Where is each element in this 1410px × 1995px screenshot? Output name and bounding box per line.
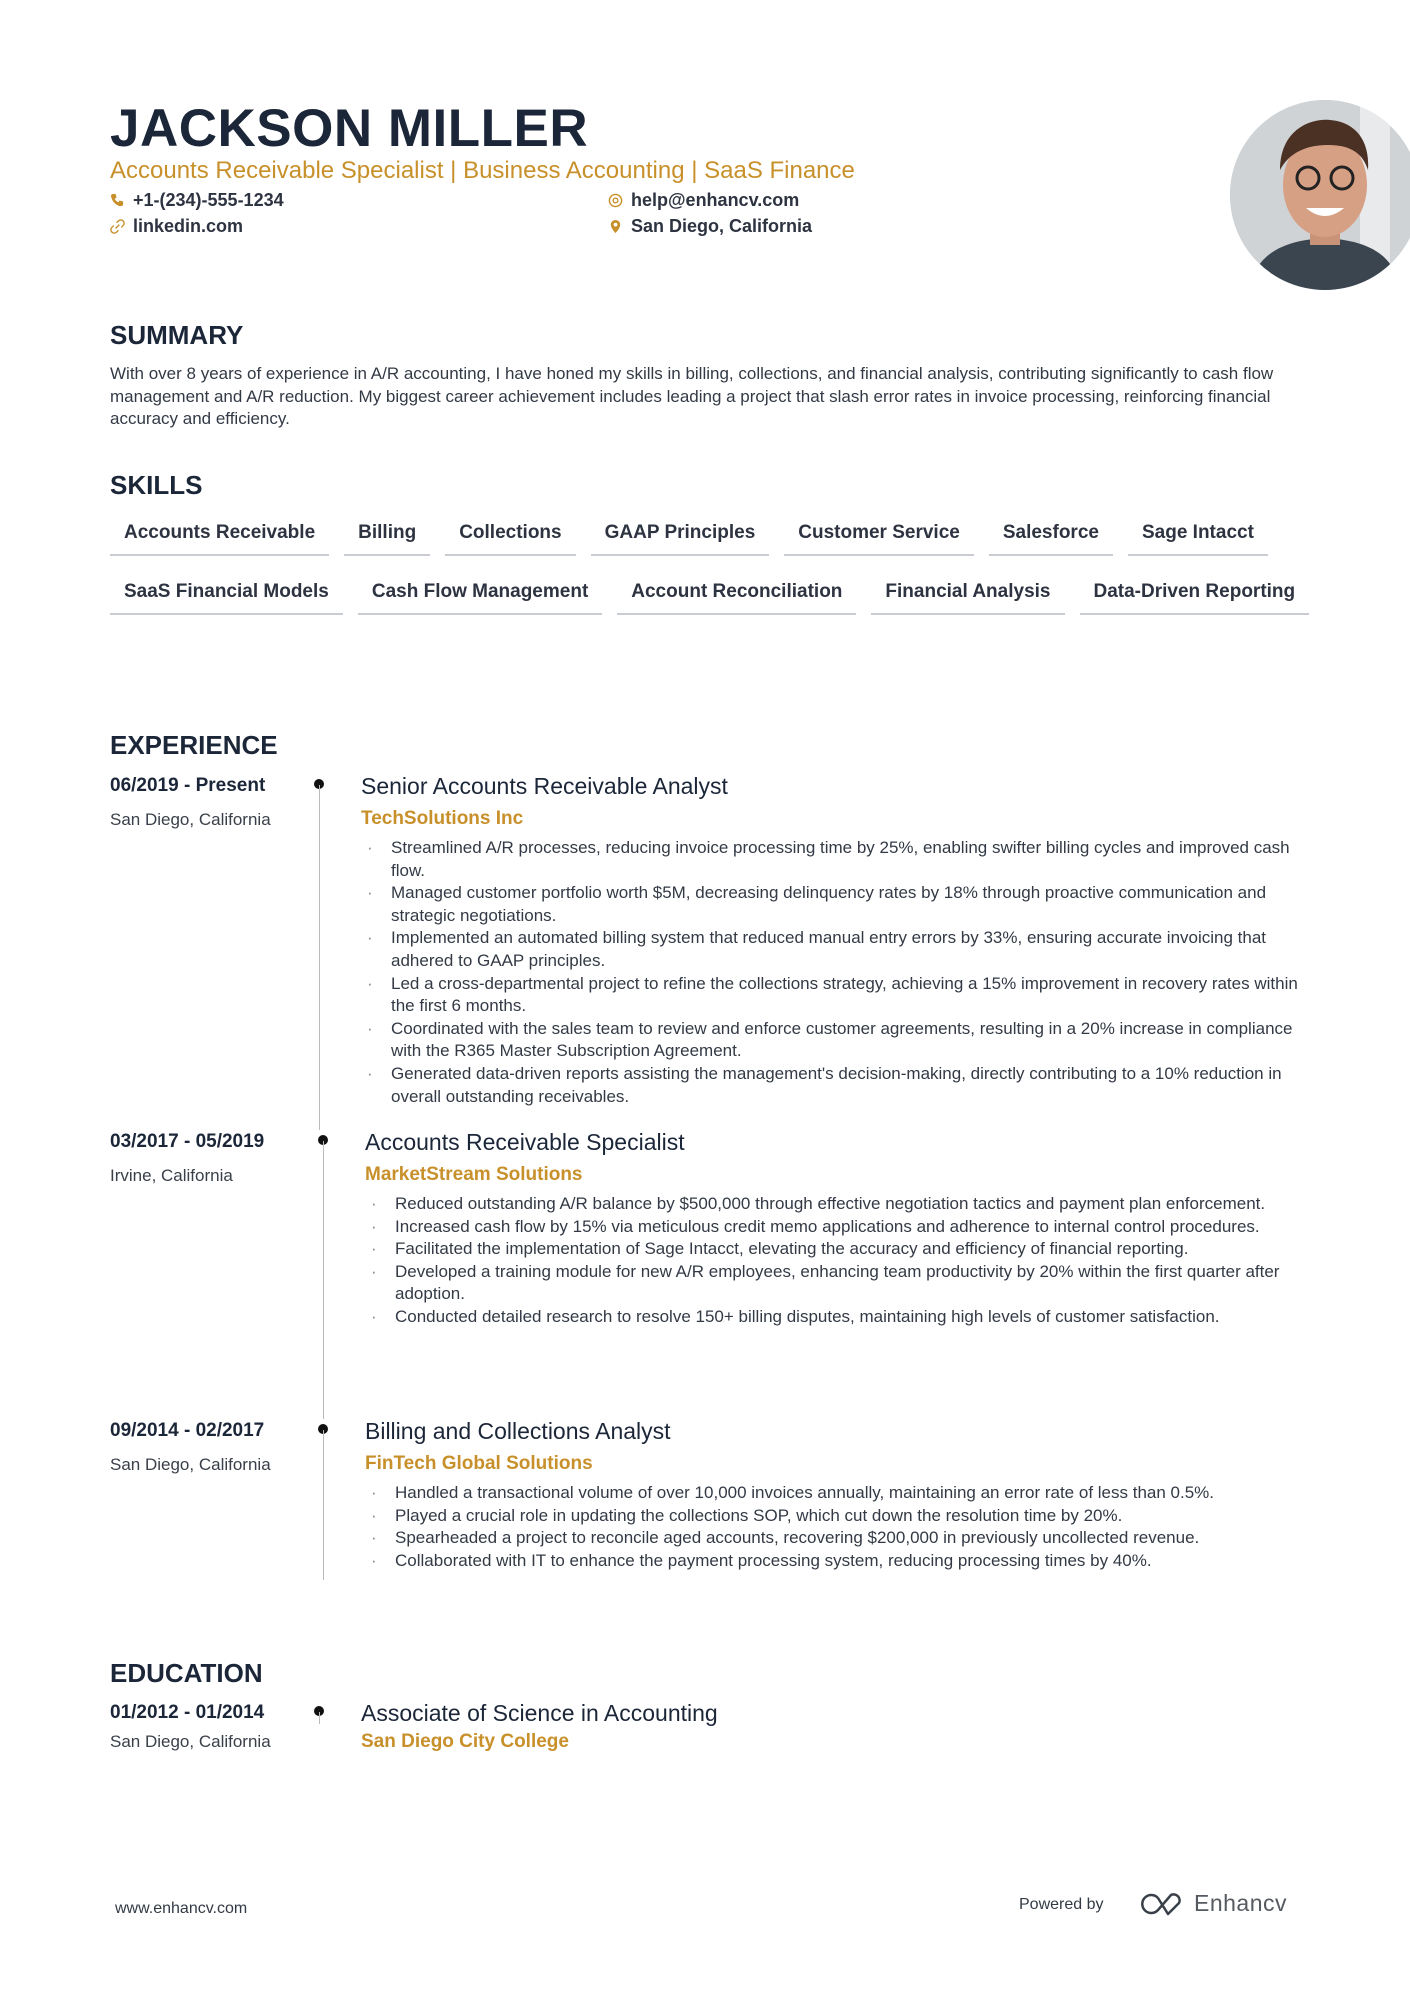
contact-location [608,216,812,237]
contact-link[interactable] [110,216,243,237]
job-location: San Diego, California [110,1455,271,1474]
education-dates: 01/2012 - 01/2014 [110,1702,265,1723]
phone-text: +1-(234)-555-1234 [133,190,284,210]
bullet: · Implemented an automated billing system that reduced manual entry errors by 33%, ensuring accurate invoicing that adhered to GAAP principles. [361,927,1311,972]
bullet: · Generated data-driven reports assisting the management's decision-making, directly contributing to a 10% reduction in overall outstanding receivables. [361,1063,1311,1108]
brand-name: Enhancv [1194,1890,1288,1916]
skill-tag: Data-Driven Reporting [1080,577,1310,615]
skill-tag: Account Reconciliation [617,577,856,615]
skill-tag: Sage Intacct [1128,518,1268,556]
job-bullets [361,837,1311,1108]
skills-list [110,518,1310,615]
enhancv-logo[interactable] [1138,1890,1287,1917]
job-dates: 03/2017 - 05/2019 [110,1131,265,1152]
footer-website[interactable]: www.enhancv.com [115,1900,248,1917]
job-dates: 06/2019 - Present [110,775,266,796]
company-name: MarketStream Solutions [365,1164,583,1185]
location-pin-icon [608,219,623,234]
timeline-line [323,1430,324,1580]
job-title: Senior Accounts Receivable Analyst [361,773,728,799]
bullet: · Streamlined A/R processes, reducing invoice processing time by 25%, enabling swifter billing cycles and improved cash flow. [361,837,1311,882]
skill-tag: Billing [344,518,430,556]
contact-email[interactable] [608,190,799,211]
skill-tag: Customer Service [784,518,974,556]
candidate-name: JACKSON MILLER [110,99,589,158]
job-title: Accounts Receivable Specialist [365,1129,685,1155]
bullet: · Led a cross-departmental project to refine the collections strategy, achieving a 15% improvement in recovery rates within the first 6 months. [361,973,1311,1018]
summary-heading: SUMMARY [110,320,244,350]
company-name: TechSolutions Inc [361,808,524,829]
profile-photo [1230,100,1410,290]
bullet: · Coordinated with the sales team to review and enforce customer agreements, resulting in a 20% increase in compliance with the R365 Master Subscription Agreement. [361,1018,1311,1063]
skill-tag: GAAP Principles [591,518,770,556]
bullet: · Handled a transactional volume of over 10,000 invoices annually, maintaining an error rate of less than 0.5%. [365,1482,1315,1505]
job-bullets [365,1193,1315,1329]
skill-tag: Salesforce [989,518,1113,556]
skill-tag: Accounts Receivable [110,518,329,556]
at-icon [608,193,623,208]
powered-by: Powered by [1019,1896,1104,1913]
timeline-line [319,785,320,1130]
job-dates: 09/2014 - 02/2017 [110,1420,265,1441]
job-location: Irvine, California [110,1166,233,1185]
bullet: · Developed a training module for new A/R employees, enhancing team productivity by 20% within the first quarter after adoption. [365,1261,1315,1306]
job-title: Billing and Collections Analyst [365,1418,671,1444]
bullet: · Played a crucial role in updating the collections SOP, which cut down the resolution time by 20%. [365,1505,1315,1528]
link-icon [110,219,125,234]
link-text[interactable]: linkedin.com [133,216,244,236]
bullet: · Spearheaded a project to reconcile aged accounts, recovering $200,000 in previously uncollected revenue. [365,1527,1315,1550]
experience-heading: EXPERIENCE [110,730,278,760]
skill-tag: Financial Analysis [871,577,1064,615]
contact-phone [110,190,284,211]
bullet: · Facilitated the implementation of Sage Intacct, elevating the accuracy and efficiency of financial reporting. [365,1238,1315,1261]
email-text[interactable]: help@enhancv.com [631,190,800,210]
education-heading: EDUCATION [110,1658,263,1688]
bullet: · Collaborated with IT to enhance the payment processing system, reducing processing times by 40%. [365,1550,1315,1573]
bullet: · Managed customer portfolio worth $5M, decreasing delinquency rates by 18% through proactive communication and strategic negotiations. [361,882,1311,927]
bullet: · Reduced outstanding A/R balance by $500,000 through effective negotiation tactics and payment plan enforcement. [365,1193,1315,1216]
timeline-line [323,1141,324,1419]
bullet: · Increased cash flow by 15% via meticulous credit memo applications and adherence to internal control procedures. [365,1216,1315,1239]
timeline-line [319,1712,320,1724]
enhancv-logo-icon [1138,1891,1184,1917]
company-name: FinTech Global Solutions [365,1453,593,1474]
headline: Accounts Receivable Specialist | Business Accounting | SaaS Finance [110,157,855,184]
education-location: San Diego, California [110,1732,271,1751]
skill-tag: Cash Flow Management [358,577,602,615]
summary-text: With over 8 years of experience in A/R accounting, I have honed my skills in billing, collections, and financial analysis, contributing significantly to cash flow management and A/R reduction. My biggest career achievement includes leading a project that slash error rates in invoice processing, reinforcing financial accuracy and efficiency. [110,364,1274,428]
school-name: San Diego City College [361,1731,569,1752]
location-text: San Diego, California [631,216,813,236]
skills-heading: SKILLS [110,470,203,500]
job-location: San Diego, California [110,810,271,829]
skill-tag: Collections [445,518,575,556]
degree: Associate of Science in Accounting [361,1700,718,1726]
job-bullets [365,1482,1315,1572]
bullet: · Conducted detailed research to resolve 150+ billing disputes, maintaining high levels of customer satisfaction. [365,1306,1315,1329]
phone-icon [110,193,125,208]
skill-tag: SaaS Financial Models [110,577,343,615]
